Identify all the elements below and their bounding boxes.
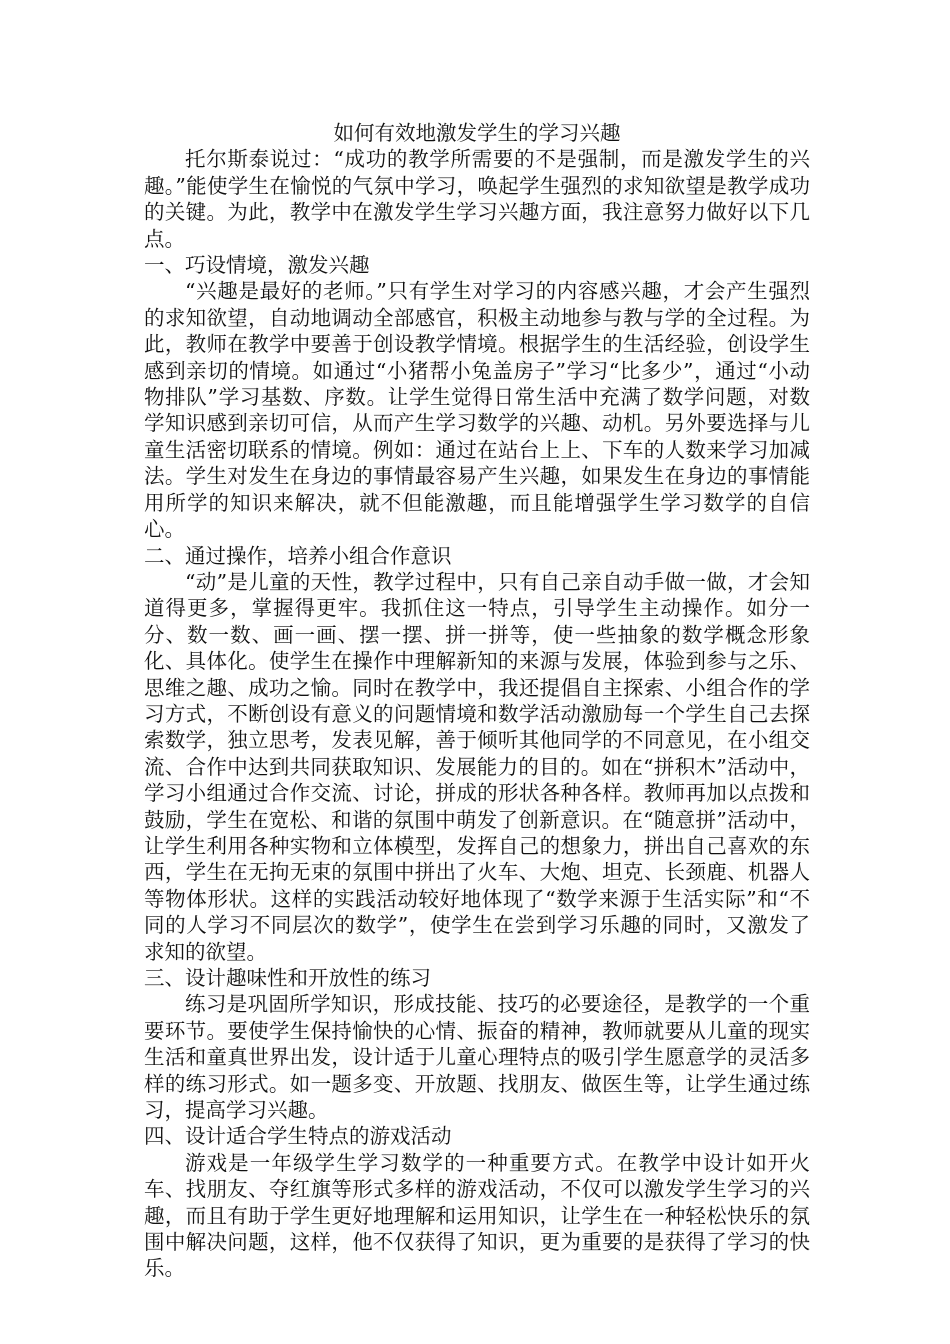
section-body-1: “兴趣是最好的老师。”只有学生对学习的内容感兴趣，才会产生强烈的求知欲望，自动地调动全部感官，积极主动地参与教与学的全过程。为此，教师在教学中要善于创设教学情境。根据学生的生活经验，创设学生感到亲切的情境。如通过“小猪帮小兔盖房子”学习“比多少”，通过“小动物排队”学习基数、序数。让学生觉得日常生活中充满了数学问题，对数学知识感到亲切可信，从而产生学习数学的兴趣、动机。另外要选择与儿童生活密切联系的情境。例如：通过在站台上上、下车的人数来学习加减法。学生对发生在身边的事情最容易产生兴趣，如果发生在身边的事情能用所学的知识来解决，就不但能激趣，而且能增强学生学习数学的自信心。 [144, 279, 810, 542]
intro-paragraph: 托尔斯泰说过：“成功的教学所需要的不是强制，而是激发学生的兴趣。”能使学生在愉悦的气氛中学习，唤起学生强烈的求知欲望是教学成功的关键。为此，教学中在激发学生学习兴趣方面，我注意努力做好以下几点。 [144, 147, 810, 251]
section-body-2: “动”是儿童的天性，教学过程中，只有自己亲自动手做一做，才会知道得更多，掌握得更牢。我抓住这一特点，引导学生主动操作。如分一分、数一数、画一画、摆一摆、拼一拼等，使一些抽象的数学概念形象化、具体化。使学生在操作中理解新知的来源与发展，体验到参与之乐、思维之趣、成功之愉。同时在教学中，我还提倡自主探索、小组合作的学习方式，不断创设有意义的问题情境和数学活动激励每一个学生自己去探索数学，独立思考，发表见解，善于倾听其他同学的不同意见，在小组交流、合作中达到共同获取知识、发展能力的目的。如在“拼积木”活动中，学习小组通过合作交流、讨论，拼成的形状各种各样。教师再加以点拨和鼓励，学生在宽松、和谐的氛围中萌发了创新意识。在“随意拼”活动中，让学生利用各种实物和立体模型，发挥自己的想象力，拼出自己喜欢的东西，学生在无拘无束的氛围中拼出了火车、大炮、坦克、长颈鹿、机器人等物体形状。这样的实践活动较好地体现了“数学来源于生活实际”和“不同的人学习不同层次的数学”，使学生在尝到学习乐趣的同时，又激发了求知的欲望。 [144, 569, 810, 964]
section-body-3: 练习是巩固所学知识，形成技能、技巧的必要途径，是教学的一个重要环节。要使学生保持愉快的心情、振奋的精神，教师就要从儿童的现实生活和童真世界出发，设计适于儿童心理特点的吸引学生愿意学的灵活多样的练习形式。如一题多变、开放题、找朋友、做医生等，让学生通过练习，提高学习兴趣。 [144, 992, 810, 1123]
section-heading-1: 一、巧设情境，激发兴趣 [144, 253, 370, 278]
section-body-4: 游戏是一年级学生学习数学的一种重要方式。在教学中设计如开火车、找朋友、夺红旗等形式多样的游戏活动，不仅可以激发学生学习的兴趣，而且有助于学生更好地理解和运用知识，让学生在一种轻松快乐的氛围中解决问题，这样，他不仅获得了知识，更为重要的是获得了学习的快乐。 [144, 1150, 810, 1281]
document-body [144, 120, 810, 1282]
section-heading-3: 三、设计趣味性和开放性的练习 [144, 966, 431, 990]
section-heading-4: 四、设计适合学生特点的游戏活动 [144, 1124, 452, 1149]
section-heading-2: 二、通过操作，培养小组合作意识 [144, 543, 452, 568]
document-title: 如何有效地激发学生的学习兴趣 [333, 121, 621, 145]
